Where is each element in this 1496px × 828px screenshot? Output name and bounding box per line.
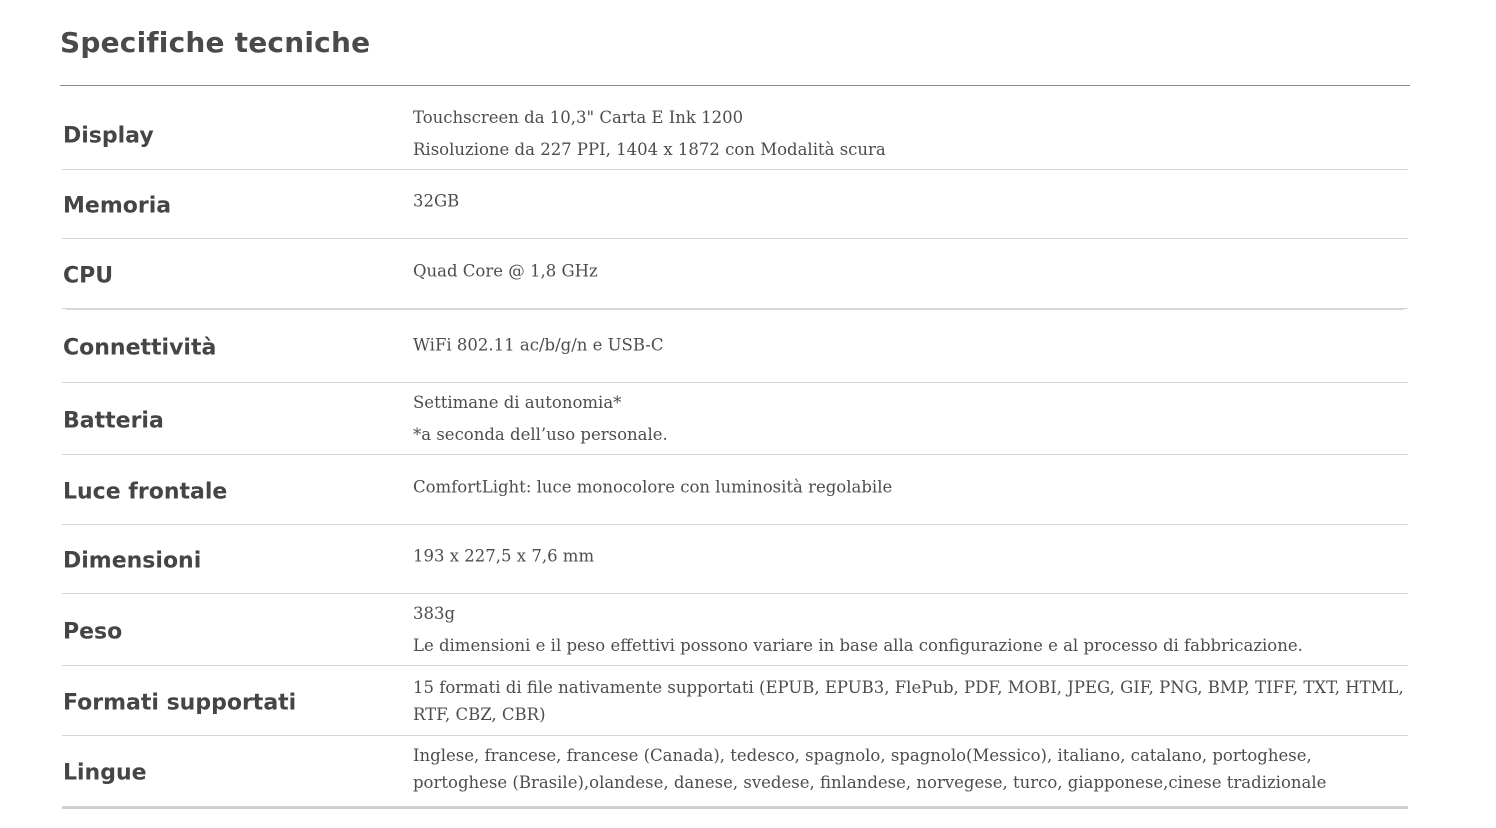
spec-label: Peso bbox=[63, 619, 123, 644]
spec-row-luce-frontale bbox=[62, 455, 1408, 525]
spec-label: Display bbox=[63, 123, 154, 148]
spec-row-formati-supportati bbox=[62, 666, 1408, 736]
spec-label: CPU bbox=[63, 263, 114, 288]
spec-label: Batteria bbox=[63, 408, 164, 433]
spec-value bbox=[413, 473, 1408, 500]
spec-row-dimensioni bbox=[62, 525, 1408, 594]
spec-value-line: Risoluzione da 227 PPI, 1404 x 1872 con Modalità scura bbox=[413, 140, 886, 159]
spec-row-batteria bbox=[62, 383, 1408, 455]
spec-value: Inglese, francese, francese (Canada), tedesco, spagnolo, spagnolo(Messico), italiano, catalano, portoghese, portoghese (Brasile),olandese, danese, svedese, finlandese, norvegese, turco, giapponese,cinese tradizionale bbox=[413, 746, 1327, 792]
spec-value-line: Quad Core @ 1,8 GHz bbox=[413, 261, 598, 280]
spec-value bbox=[413, 257, 1408, 284]
spec-value-line: Le dimensioni e il peso effettivi possono variare in base alla configurazione e al processo di fabbricazione. bbox=[413, 636, 1303, 655]
spec-value bbox=[413, 543, 1408, 570]
spec-value-line: *a seconda dell’uso personale. bbox=[413, 425, 668, 444]
spec-label: Connettività bbox=[63, 335, 217, 360]
spec-table bbox=[62, 98, 1408, 809]
spec-value-line: WiFi 802.11 ac/b/g/n e USB-C bbox=[413, 335, 664, 354]
spec-value bbox=[413, 104, 1408, 163]
spec-value-line: ComfortLight: luce monocolore con luminosità regolabile bbox=[413, 477, 893, 496]
title-divider bbox=[60, 85, 1410, 86]
page-title: Specifiche tecniche bbox=[60, 26, 371, 59]
spec-value-line: 193 x 227,5 x 7,6 mm bbox=[413, 546, 595, 566]
spec-row-cpu bbox=[62, 239, 1408, 309]
spec-row-memoria bbox=[62, 170, 1408, 239]
spec-label: Lingue bbox=[63, 760, 147, 786]
spec-value bbox=[413, 600, 1408, 659]
spec-row-connettivita bbox=[62, 309, 1408, 383]
spec-value-line: 383g bbox=[413, 604, 456, 623]
spec-value bbox=[413, 389, 1408, 448]
spec-value-line: Settimane di autonomia* bbox=[413, 393, 622, 412]
spec-row-lingue bbox=[62, 736, 1408, 809]
spec-label: Dimensioni bbox=[63, 548, 202, 574]
spec-row-peso bbox=[62, 594, 1408, 666]
spec-row-display bbox=[62, 98, 1408, 170]
spec-value bbox=[413, 188, 1408, 215]
spec-label: Memoria bbox=[63, 193, 172, 219]
spec-value: 15 formati di file nativamente supportati (EPUB, EPUB3, FlePub, PDF, MOBI, JPEG, GIF, PNG, BMP, TIFF, TXT, HTML, RTF, CBZ, CBR) bbox=[413, 678, 1404, 724]
spec-label: Luce frontale bbox=[63, 479, 228, 504]
spec-value-line: Touchscreen da 10,3" Carta E Ink 1200 bbox=[413, 108, 744, 127]
spec-value-line: 32GB bbox=[413, 191, 460, 211]
spec-label: Formati supportati bbox=[63, 690, 297, 715]
spec-value bbox=[413, 331, 1408, 358]
